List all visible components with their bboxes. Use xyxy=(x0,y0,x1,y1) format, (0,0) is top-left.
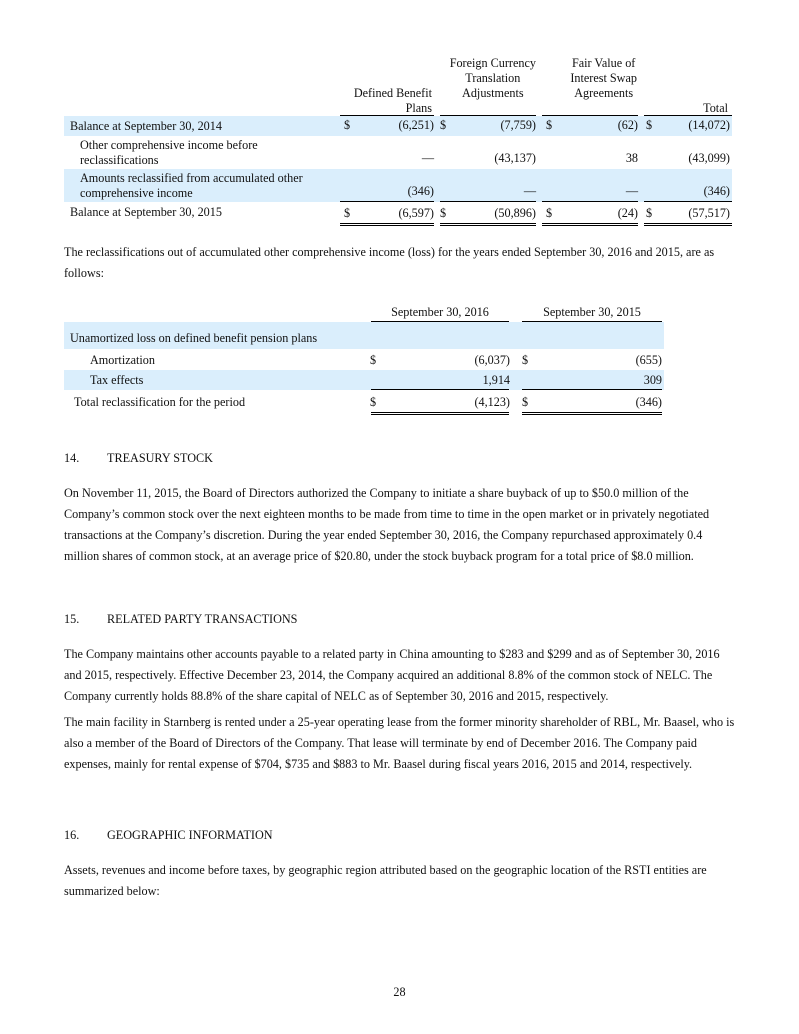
section-number: 16. xyxy=(64,828,80,842)
reclassification-intro-paragraph: The reclassifications out of accumulated other comprehensive income (loss) for the years ended September 30, 2016 and 2015, are as follows: xyxy=(64,245,715,280)
table-row xyxy=(64,349,664,370)
related-party-paragraph-1: The Company maintains other accounts payable to a related party in China amounting to $283 and $299 and as of September 30, 2016 and 2015, respectively. Effective December 23, 2014, the Company acquired an additional 8.8% of the common stock of NELC. The Company currently holds 88.8% of the share capital of NELC as of September 30, 2016 and 2015, respectively. xyxy=(64,647,720,703)
table-header-row xyxy=(64,300,664,322)
cell-value: (6,597) xyxy=(398,206,434,220)
section-heading-treasury-stock xyxy=(64,449,213,467)
aoci-balance-table xyxy=(64,56,732,224)
cell-value: (346) xyxy=(635,395,662,409)
column-header-2015: September 30, 2015 xyxy=(543,305,641,319)
currency-symbol: $ xyxy=(440,118,447,132)
cell-value: (57,517) xyxy=(688,206,730,220)
cell-value: (655) xyxy=(635,353,662,367)
cell-value: (4,123) xyxy=(474,395,510,409)
cell-value: (6,037) xyxy=(474,353,510,367)
cell-value: 38 xyxy=(625,151,638,165)
geographic-paragraph: Assets, revenues and income before taxes, by geographic region attributed based on the geographic location of the RSTI entities are summarized below: xyxy=(64,863,707,898)
currency-symbol: $ xyxy=(522,353,529,367)
cell-value: — xyxy=(625,184,638,198)
cell-value: (24) xyxy=(617,206,638,220)
row-label: Balance at September 30, 2015 xyxy=(70,205,222,219)
cell-value: (346) xyxy=(703,184,730,198)
related-party-paragraph-2: The main facility in Starnberg is rented under a 25-year operating lease from the former minority shareholder of RBL, Mr. Baasel, who is also a member of the Board of Directors of the Company. That lease will terminate by end of December 2016. The Company paid expenses, mainly for rental expense of $704, $735 and $883 to Mr. Baasel during fiscal years 2016, 2015 and 2014, respectively. xyxy=(64,715,735,771)
cell-value: 1,914 xyxy=(482,373,510,387)
row-label: Amortization xyxy=(90,353,155,367)
section-heading-related-party xyxy=(64,610,297,628)
row-label: Amounts reclassified from accumulated other comprehensive income xyxy=(80,171,303,200)
table-row xyxy=(64,169,732,202)
section-row xyxy=(64,322,664,349)
cell-value: (7,759) xyxy=(500,118,536,132)
row-label: Tax effects xyxy=(90,373,144,387)
row-label: Other comprehensive income before reclassifications xyxy=(80,138,258,167)
column-header-interest-swap xyxy=(570,41,637,116)
total-double-rule xyxy=(340,223,434,226)
section-title: GEOGRAPHIC INFORMATION xyxy=(107,828,273,842)
table-row xyxy=(64,202,732,224)
total-double-rule xyxy=(522,412,662,415)
cell-value: 309 xyxy=(643,373,662,387)
row-label: Total reclassification for the period xyxy=(74,395,246,409)
section-number: 14. xyxy=(64,451,80,465)
currency-symbol: $ xyxy=(370,353,377,367)
cell-value: (6,251) xyxy=(398,118,434,132)
total-double-rule xyxy=(371,412,509,415)
cell-value: (43,099) xyxy=(688,151,730,165)
row-label: Balance at September 30, 2014 xyxy=(70,119,222,133)
cell-value: (346) xyxy=(407,184,434,198)
cell-value: (14,072) xyxy=(688,118,730,132)
column-header-2016: September 30, 2016 xyxy=(391,305,489,319)
cell-value: (62) xyxy=(617,118,638,132)
table-row xyxy=(64,116,732,136)
currency-symbol: $ xyxy=(344,118,351,132)
currency-symbol: $ xyxy=(646,118,653,132)
currency-symbol: $ xyxy=(546,206,553,220)
header-text: Fair Value of Interest Swap Agreements xyxy=(570,56,637,100)
currency-symbol: $ xyxy=(344,206,351,220)
total-double-rule xyxy=(542,223,638,226)
cell-value: — xyxy=(523,184,536,198)
currency-symbol: $ xyxy=(370,395,377,409)
cell-value: (50,896) xyxy=(494,206,536,220)
section-title: TREASURY STOCK xyxy=(107,451,213,465)
page-number: 28 xyxy=(393,985,406,999)
table-row xyxy=(64,390,664,412)
currency-symbol: $ xyxy=(522,395,529,409)
header-text: Foreign Currency Translation Adjustments xyxy=(449,56,536,100)
cell-value: (43,137) xyxy=(494,151,536,165)
section-title: RELATED PARTY TRANSACTIONS xyxy=(107,612,298,626)
reclassification-table xyxy=(64,300,664,412)
table-header-row xyxy=(64,56,732,116)
section-heading-geographic xyxy=(64,826,273,844)
column-header-foreign-currency xyxy=(450,41,536,116)
column-header-total: Total xyxy=(703,101,728,115)
currency-symbol: $ xyxy=(440,206,447,220)
total-double-rule xyxy=(644,223,732,226)
table-row xyxy=(64,370,664,390)
treasury-stock-paragraph: On November 11, 2015, the Board of Directors authorized the Company to initiate a share buyback of up to $50.0 million of the Company’s common stock over the next eighteen months to be made from time to time in the open market or in privately negotiated transactions at the Company’s discretion. During the year ended September 30, 2016, the Company repurchased approximately 0.4 million shares of common stock, at an average price of $20.80, under the stock buyback program for a total price of $8.0 million. xyxy=(64,486,710,563)
currency-symbol: $ xyxy=(646,206,653,220)
cell-value: — xyxy=(421,151,434,165)
section-label: Unamortized loss on defined benefit pension plans xyxy=(70,331,318,345)
currency-symbol: $ xyxy=(546,118,553,132)
section-number: 15. xyxy=(64,612,80,626)
column-header-defined-benefit: Defined Benefit Plans xyxy=(353,86,432,115)
table-row xyxy=(64,136,732,169)
total-double-rule xyxy=(440,223,536,226)
